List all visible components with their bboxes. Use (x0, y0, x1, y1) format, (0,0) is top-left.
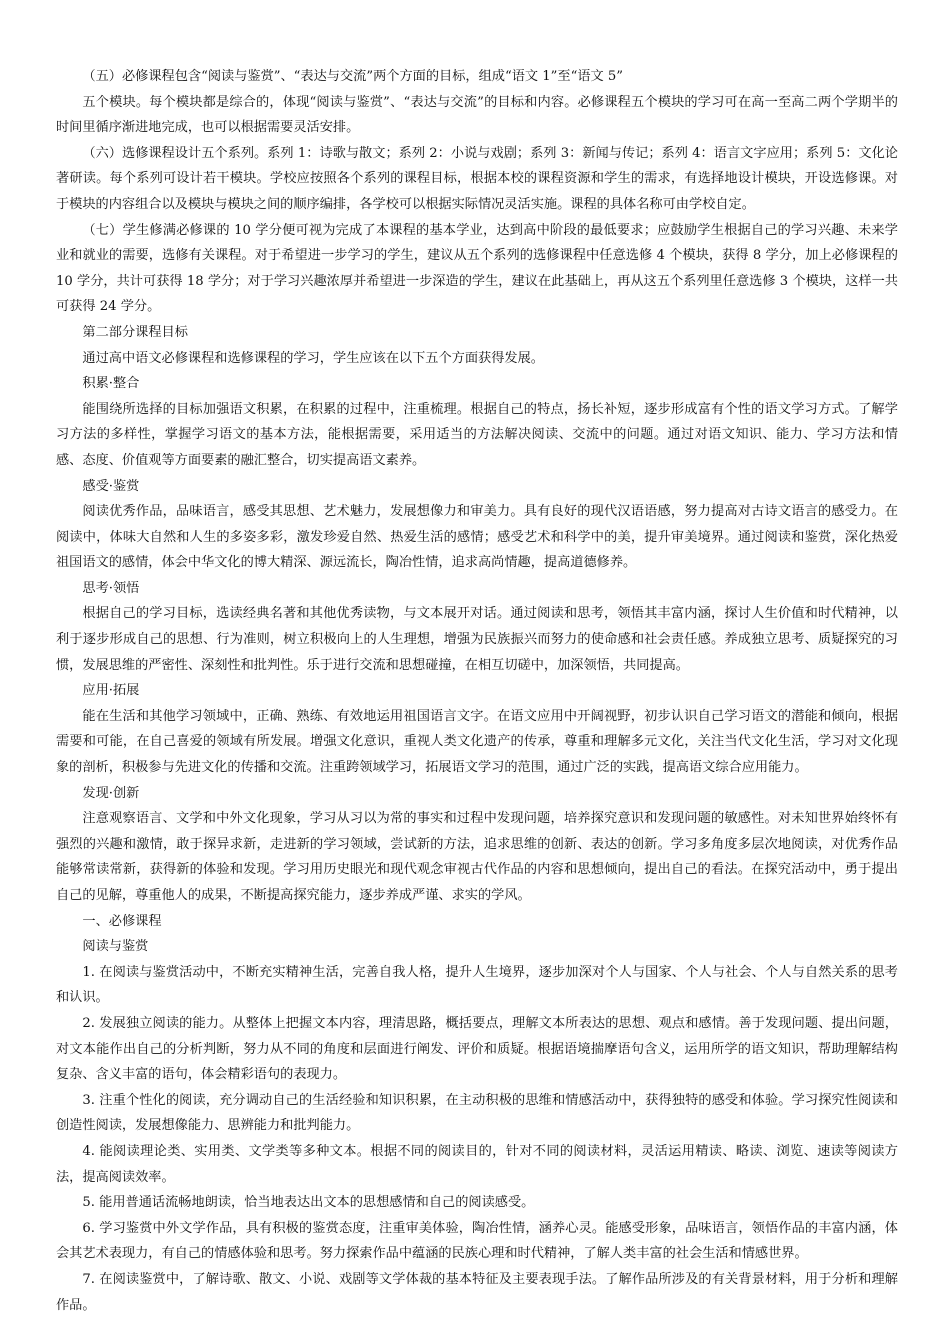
paragraph-discover: 注意观察语言、文学和中外文化现象，学习从习以为常的事实和过程中发现问题，培养探究意识和发现问题的敏感性。对未知世界始终怀有强烈的兴趣和激情，敢于探异求新，走进新的学习领域，尝试新的方法，追求思维的创新、表达的创新。学习多角度多层次地阅读，对优秀作品能够常读常新，获得新的体验和发现。学习用历史眼光和现代观念审视古代作品的内容和思想倾向，提出自己的看法。在探究活动中，勇于提出自己的见解，尊重他人的成果，不断提高探究能力，逐步养成严谨、求实的学风。 (56, 811, 898, 903)
section-heading-required-course: 一、必修课程 (82, 913, 162, 929)
paragraph-apply: 能在生活和其他学习领域中，正确、熟练、有效地运用祖国语言文字。在语文应用中开阔视野，初步认识自己学习语文的潜能和倾向，根据需要和可能，在自己喜爱的领域有所发展。增强文化意识，重视人类文化遗产的传承，尊重和理解多元文化，关注当代文化生活，学习对文化现象的剖析，积极参与先进文化的传播和交流。注重跨领域学习，拓展语文学习的范围，通过广泛的实践，提高语文综合应用能力。 (56, 708, 898, 776)
list-item-reading-7: 7. 在阅读鉴赏中，了解诗歌、散文、小说、戏剧等文学体裁的基本特征及主要表现手法。了解作品所涉及的有关背景材料，用于分析和理解作品。 (56, 1271, 898, 1313)
paragraph-appreciate: 阅读优秀作品，品味语言，感受其思想、艺术魅力，发展想像力和审美力。具有良好的现代汉语语感，努力提高对古诗文语言的感受力。在阅读中，体味大自然和人生的多姿多彩，激发珍爱自然、热爱生活的感情；感受艺术和科学中的美，提升审美境界。通过阅读和鉴赏，深化热爱祖国语文的感情，体会中华文化的博大精深、源远流长，陶冶性情，追求高尚情趣，提高道德修养。 (56, 504, 898, 571)
subheading-reflect: 思考·领悟 (82, 580, 140, 596)
paragraph-elective-series: （六）选修课程设计五个系列。系列 1：诗歌与散文；系列 2：小说与戏剧；系列 3：新闻与传记；系列 4：语言文字应用；系列 5：文化论著研读。每个系列可设计若干模块。学校应按照各个系列的课程目标，根据本校的课程资源和学生的需求，有选择地设计模块，开设选修课。对于模块的内容组合以及模块与模块之间的顺序编排，各学校可以根据实际情况灵活实施。课程的具体名称可由学校自定。 (56, 145, 898, 212)
list-item-reading-4: 4. 能阅读理论类、实用类、文学类等多种文本。根据不同的阅读目的，针对不同的阅读材料，灵活运用精读、略读、浏览、速读等阅读方法，提高阅读效率。 (56, 1143, 898, 1185)
list-item-reading-3: 3. 注重个性化的阅读，充分调动自己的生活经验和知识积累，在主动积极的思维和情感活动中，获得独特的感受和体验。学习探究性阅读和创造性阅读，发展想像能力、思辨能力和批判能力。 (56, 1092, 898, 1134)
list-item-reading-1: 1. 在阅读与鉴赏活动中，不断充实精神生活，完善自我人格，提升人生境界，逐步加深对个人与国家、个人与社会、个人与自然关系的思考和认识。 (56, 964, 898, 1006)
paragraph-module-goals: （五）必修课程包含“阅读与鉴赏”、“表达与交流”两个方面的目标，组成“语文 1”至“语文 5” (82, 69, 624, 84)
paragraph-goals-intro: 通过高中语文必修课程和选修课程的学习，学生应该在以下五个方面获得发展。 (82, 350, 544, 366)
paragraph-reflect: 根据自己的学习目标，选读经典名著和其他优秀读物，与文本展开对话。通过阅读和思考，领悟其丰富内涵，探讨人生价值和时代精神，以利于逐步形成自己的思想、行为准则，树立积极向上的人生理想，增强为民族振兴而努力的使命感和社会责任感。养成独立思考、质疑探究的习惯，发展思维的严密性、深刻性和批判性。乐于进行交流和思想碰撞，在相互切磋中，加深领悟，共同提高。 (56, 606, 898, 673)
list-item-reading-6: 6. 学习鉴赏中外文学作品，具有积极的鉴赏态度，注重审美体验，陶冶性情，涵养心灵。能感受形象，品味语言，领悟作品的丰富内涵，体会其艺术表现力，有自己的情感体验和思考。努力探索作品中蕴涵的民族心理和时代精神，了解人类丰富的社会生活和情感世界。 (56, 1220, 898, 1262)
list-item-reading-2: 2. 发展独立阅读的能力。从整体上把握文本内容，理清思路，概括要点，理解文本所表达的思想、观点和感情。善于发现问题、提出问题，对文本能作出自己的分析判断，努力从不同的角度和层面进行阐发、评价和质疑。根据语境揣摩语句含义，运用所学的语文知识，帮助理解结构复杂、含义丰富的语句，体会精彩语句的表现力。 (56, 1015, 898, 1083)
subheading-accumulate: 积累·整合 (82, 376, 140, 392)
subheading-apply: 应用·拓展 (82, 683, 140, 699)
paragraph-required-modules: 五个模块。每个模块都是综合的，体现“阅读与鉴赏”、“表达与交流”的目标和内容。必修课程五个模块的学习可在高一至高二两个学期半的时间里循序渐进地完成，也可以根据需要灵活安排。 (56, 94, 898, 136)
subheading-discover: 发现·创新 (82, 785, 140, 801)
paragraph-credits: （七）学生修满必修课的 10 学分便可视为完成了本课程的基本学业，达到高中阶段的最低要求；应鼓励学生根据自己的学习兴趣、未来学业和就业的需要，选修有关课程。对于希望进一步学习的学生，建议从五个系列的选修课程中任意选修 4 个模块，获得 8 学分，加上必修课程的 10 学分，共计可获得 18 学分；对于学习兴趣浓厚并希望进一步深造的学生，建议在此基础上，再从这五个系列里任意选修 3 个模块，这样一共可获得 24 学分。 (56, 222, 898, 315)
subheading-appreciate: 感受·鉴赏 (82, 478, 140, 494)
list-item-reading-5: 5. 能用普通话流畅地朗读，恰当地表达出文本的思想感情和自己的阅读感受。 (82, 1195, 535, 1211)
paragraph-accumulate: 能围绕所选择的目标加强语文积累，在积累的过程中，注重梳理。根据自己的特点，扬长补短，逐步形成富有个性的语文学习方式。了解学习方法的多样性，掌握学习语文的基本方法，能根据需要，采用适当的方法解决阅读、交流中的问题。通过对语文知识、能力、学习方法和情感、态度、价值观等方面要素的融汇整合，切实提高语文素养。 (56, 401, 898, 468)
section-heading-course-goals: 第二部分课程目标 (82, 324, 188, 340)
subheading-reading: 阅读与鉴赏 (82, 939, 149, 955)
document-body (56, 64, 898, 1318)
